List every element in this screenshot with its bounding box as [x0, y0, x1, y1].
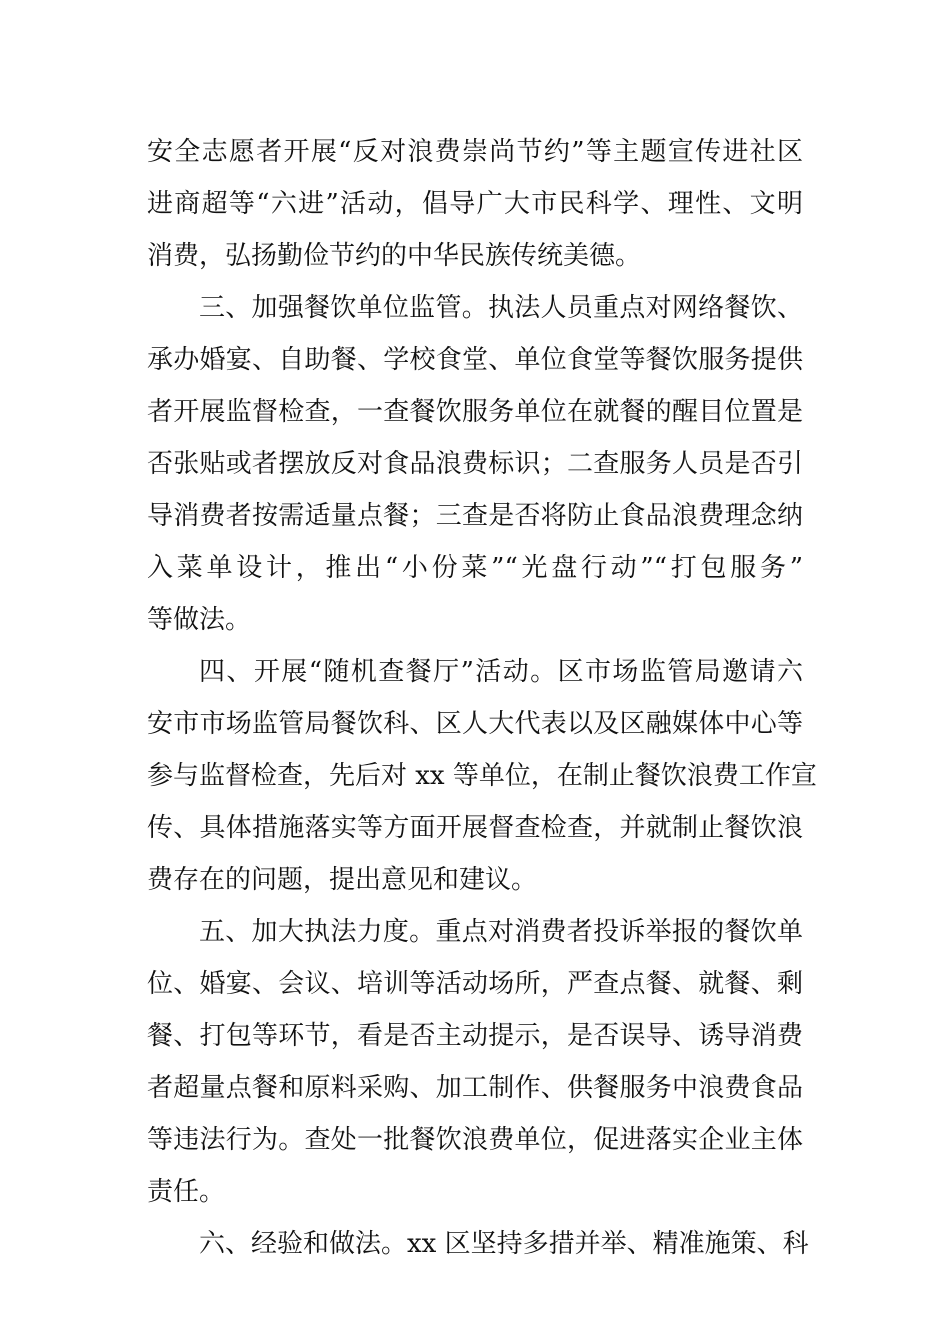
- text-line: 否张贴或者摆放反对食品浪费标识；二查服务人员是否引: [147, 449, 803, 479]
- text-line: 位、婚宴、会议、培训等活动场所，严查点餐、就餐、剩: [147, 969, 803, 999]
- text-line: 安全志愿者开展“反对浪费崇尚节约”等主题宣传进社区: [147, 137, 803, 167]
- text-line: 参与监督检查，先后对 xx 等单位，在制止餐饮浪费工作宣: [147, 761, 817, 791]
- text-line: 餐、打包等环节，看是否主动提示，是否误导、诱导消费: [147, 1021, 803, 1051]
- paragraph-heading-line: 六、经验和做法。xx 区坚持多措并举、精准施策、科: [199, 1229, 809, 1259]
- paragraph-heading-line: 四、开展“随机查餐厅”活动。区市场监管局邀请六: [199, 657, 803, 687]
- text-line: 进商超等“六进”活动，倡导广大市民科学、理性、文明: [147, 189, 803, 219]
- paragraph-heading-line: 三、加强餐饮单位监管。执法人员重点对网络餐饮、: [199, 293, 803, 323]
- text-line: 消费，弘扬勤俭节约的中华民族传统美德。: [147, 241, 642, 271]
- paragraph-heading-line: 五、加大执法力度。重点对消费者投诉举报的餐饮单: [199, 917, 803, 947]
- text-line: 者超量点餐和原料采购、加工制作、供餐服务中浪费食品: [147, 1073, 803, 1103]
- text-line: 等违法行为。查处一批餐饮浪费单位，促进落实企业主体: [147, 1125, 803, 1155]
- text-line: 入菜单设计，推出“小份菜”“光盘行动”“打包服务”: [147, 553, 803, 583]
- text-line: 费存在的问题，提出意见和建议。: [147, 865, 538, 895]
- text-line: 者开展监督检查，一查餐饮服务单位在就餐的醒目位置是: [147, 397, 803, 427]
- text-line: 责任。: [147, 1177, 226, 1207]
- text-line: 传、具体措施落实等方面开展督查检查，并就制止餐饮浪: [147, 813, 803, 843]
- text-line: 导消费者按需适量点餐；三查是否将防止食品浪费理念纳: [147, 501, 803, 531]
- text-line: 安市市场监管局餐饮科、区人大代表以及区融媒体中心等: [147, 709, 803, 739]
- text-line: 等做法。: [147, 605, 252, 635]
- text-line: 承办婚宴、自助餐、学校食堂、单位食堂等餐饮服务提供: [147, 345, 803, 375]
